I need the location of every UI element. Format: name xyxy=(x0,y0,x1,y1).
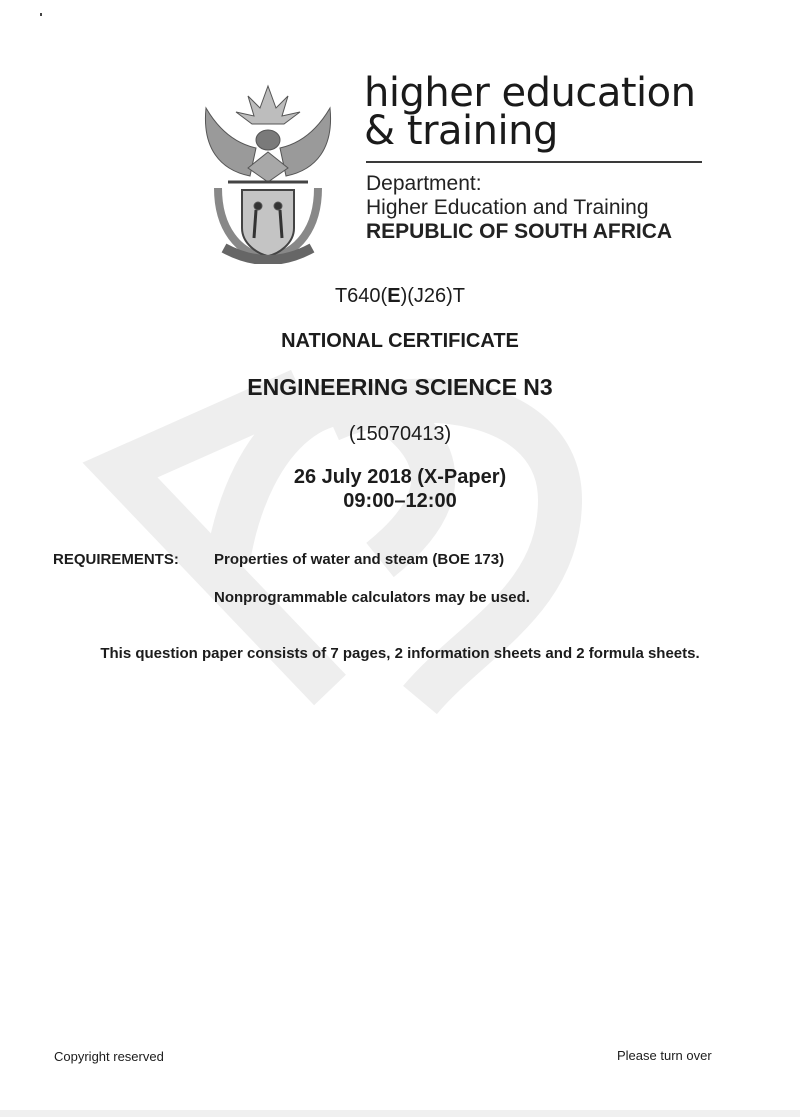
requirement-item: Nonprogrammable calculators may be used. xyxy=(214,589,530,606)
footer-copyright: Copyright reserved xyxy=(54,1049,164,1064)
requirements-label: REQUIREMENTS: xyxy=(53,551,179,568)
subject-title: ENGINEERING SCIENCE N3 xyxy=(247,374,553,400)
exam-date: 26 July 2018 (X-Paper) xyxy=(293,466,507,488)
certificate-title: NATIONAL CERTIFICATE xyxy=(281,330,519,352)
brand-divider xyxy=(366,161,702,163)
department-block xyxy=(366,172,672,244)
page-bottom-edge xyxy=(0,1110,800,1117)
country-name: REPUBLIC OF SOUTH AFRICA xyxy=(366,220,673,243)
scan-speck xyxy=(40,13,42,16)
coat-of-arms-icon xyxy=(198,78,338,264)
page-count-note: This question paper consists of 7 pages, 2 information sheets and 2 formula sheets. xyxy=(100,645,700,662)
exam-time: 09:00–12:00 xyxy=(343,490,457,512)
code-prefix: T640( xyxy=(334,285,388,307)
brand-line-2: & training xyxy=(364,108,558,154)
subject-code: (15070413) xyxy=(348,423,452,445)
requirement-item: Properties of water and steam (BOE 173) xyxy=(214,551,505,568)
brand-title xyxy=(364,70,696,154)
brand-line-1: higher education xyxy=(364,70,696,116)
code-language: E xyxy=(387,285,401,307)
code-suffix: )(J26)T xyxy=(400,285,466,307)
dept-label: Department: xyxy=(366,172,482,195)
footer-turn-over: Please turn over xyxy=(617,1048,712,1063)
dept-name: Higher Education and Training xyxy=(366,196,649,219)
paper-code xyxy=(0,285,800,308)
exam-datetime xyxy=(0,465,800,513)
